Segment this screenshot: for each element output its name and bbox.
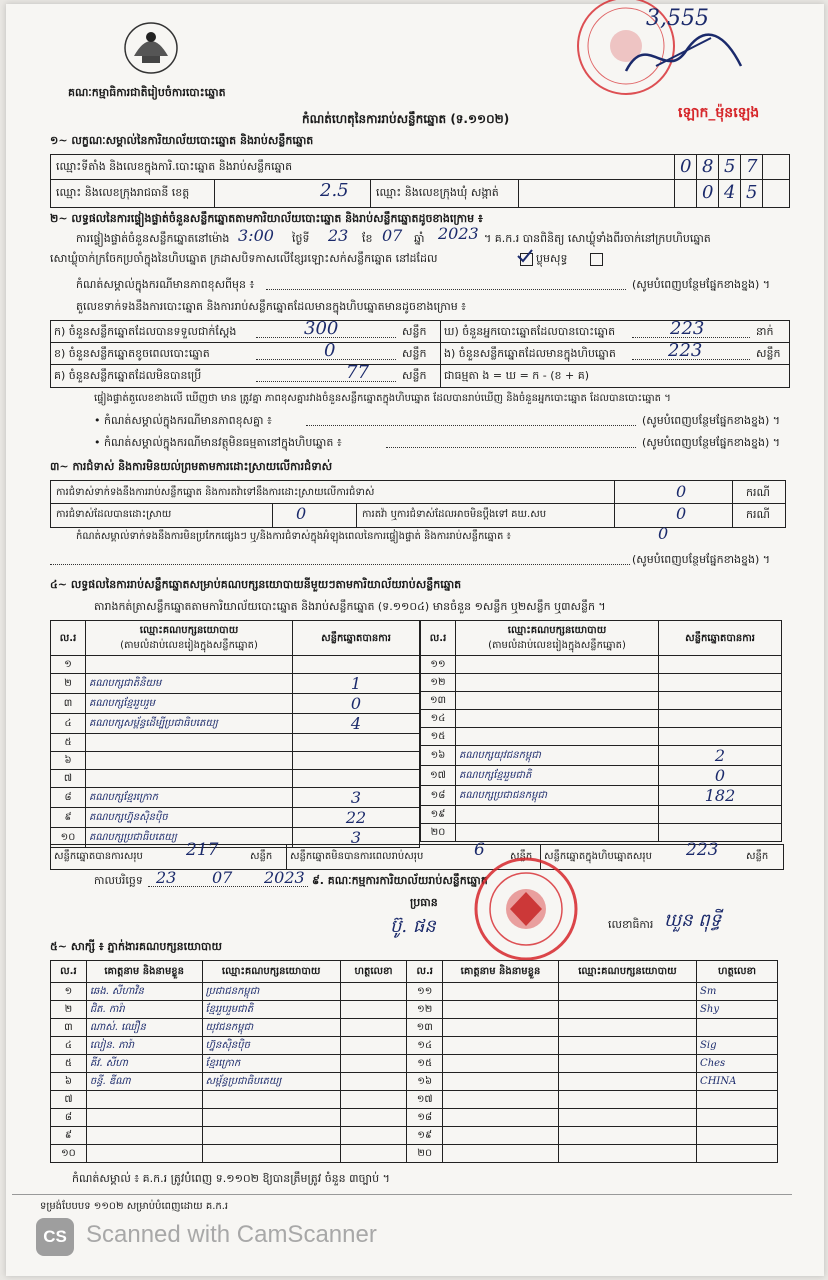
party-name	[86, 734, 293, 752]
code-bottom-3: 5	[746, 182, 758, 203]
party-name: គណបក្សខ្មែរក្រោក	[86, 788, 293, 808]
secretary-signature: ឃួន ពុទ្ធី	[664, 910, 722, 931]
ballots-in-box-label: ង) ចំនួនសន្លឹកឆ្នោតដែលមានក្នុងហិបឆ្នោត	[444, 347, 616, 360]
valid-votes: 3	[293, 788, 420, 808]
row-number: ១	[51, 983, 87, 1001]
row-number: ១១	[407, 983, 443, 1001]
valid-votes	[293, 770, 420, 788]
appeal-unit: ករណី	[746, 508, 770, 521]
section-3-title: ៣~ ការជំទាស់ និងការមិនយល់ព្រមតាមការដោះស្រាយលើការជំទាស់	[50, 460, 333, 473]
result-row	[51, 788, 420, 808]
witness-signature	[340, 1145, 407, 1163]
ballots-in-box-unit: សន្លឹក	[756, 347, 781, 360]
verify-year: 2023	[438, 224, 479, 243]
bullet-abnormal-hint: (សូមបំពេញបន្ថែមផ្នែកខាងខ្នង) ។	[642, 436, 781, 449]
col-name-header: គោត្តនាម និងនាមខ្លួន	[443, 961, 559, 983]
row-number: ១៩	[407, 1127, 443, 1145]
row-number: ១៤	[421, 710, 456, 728]
resolved-value: 0	[296, 504, 307, 523]
result-row	[421, 710, 782, 728]
party-name	[86, 770, 293, 788]
party-name: គណបក្សប្រជាជនកម្ពុជា	[456, 786, 659, 806]
witness-row	[51, 1145, 778, 1163]
total-valid-label: សន្លឹកឆ្នោតបានការសរុប	[54, 851, 143, 862]
row-number: ៩	[51, 808, 86, 828]
section-2-title: ២~ លទ្ធផលនៃការផ្ទៀងផ្ទាត់ចំនួនសន្លឹកឆ្នោតតាមការិយាល័យបោះឆ្នោត និងរាប់សន្លឹកឆ្នោតដូចខាងក្រោម ៖	[50, 212, 483, 225]
witness-name	[443, 1001, 559, 1019]
row-number: ៧	[51, 770, 86, 788]
witness-party	[558, 983, 696, 1001]
result-row	[421, 656, 782, 674]
valid-votes	[293, 656, 420, 674]
col-no-header: ល.រ	[407, 961, 443, 983]
camscanner-watermark: Scanned with CamScanner	[86, 1221, 377, 1248]
total-invalid-label: សន្លឹកឆ្នោតមិនបានការពេលរាប់សរុប	[290, 851, 424, 862]
code-top-1: 0	[680, 156, 692, 177]
difference-note-label: កំណត់សម្គាល់ក្នុងករណីមានភាពខុសពីមុន ៖	[76, 278, 255, 291]
result-row	[51, 770, 420, 788]
witness-row	[51, 983, 778, 1001]
valid-votes: 182	[659, 786, 782, 806]
witness-signature	[697, 1091, 778, 1109]
col-party-header: ឈ្មោះគណបក្សនយោបាយ	[202, 961, 340, 983]
valid-votes: 1	[293, 674, 420, 694]
witness-name	[443, 983, 559, 1001]
witness-name	[443, 1055, 559, 1073]
party-name: គណបក្សហ្វ៊ុនស៊ិនប៉ិច	[86, 808, 293, 828]
row-number: ២	[51, 674, 86, 694]
row-number: ១៣	[407, 1019, 443, 1037]
row-number: ១១	[421, 656, 456, 674]
total-valid-unit: សន្លឹក	[250, 851, 273, 862]
witness-party	[202, 1109, 340, 1127]
valid-votes: 0	[659, 766, 782, 786]
checkmark-icon	[516, 248, 534, 264]
row-number: ១៦	[421, 746, 456, 766]
result-row	[421, 692, 782, 710]
result-row	[51, 714, 420, 734]
valid-votes	[659, 710, 782, 728]
row-number: ៧	[51, 1091, 87, 1109]
row-number: ១៧	[407, 1091, 443, 1109]
witness-party: ខ្មែរក្រោក	[202, 1055, 340, 1073]
bullet-abnormal-label: • កំណត់សម្គាល់ក្នុងករណីមានវត្ថុមិនធម្មតានៅក្នុងហិបឆ្នោត ៖	[94, 436, 342, 449]
verify-line-b: ថ្ងៃទី	[292, 232, 310, 245]
valid-votes	[659, 674, 782, 692]
col-votes-header: សន្លឹកឆ្នោតបានការ	[659, 621, 782, 656]
witness-name	[86, 1109, 202, 1127]
verify-month: 07	[382, 226, 403, 245]
valid-votes	[659, 656, 782, 674]
row-number: ៦	[51, 1073, 87, 1091]
witness-signature	[340, 1001, 407, 1019]
date-month: 07	[212, 868, 233, 887]
verify-line-c: ខែ	[362, 232, 373, 245]
objection-row-label: ការជំទាស់ទាក់ទងនឹងការរាប់សន្លឹកឆ្នោត និងការតវ៉ាទៅនឹងការដោះស្រាយលើការជំទាស់	[56, 487, 375, 498]
total-box-unit: សន្លឹក	[746, 851, 769, 862]
committee-label: ៩. គណៈកម្មការការិយាល័យរាប់សន្លឹកឆ្នោត	[312, 874, 488, 887]
witness-signature: Shy	[697, 1001, 778, 1019]
formula-note: ជាធម្មតា ង = ឃ = ក - (ខ + គ)	[444, 369, 589, 382]
row-number: ៣	[51, 694, 86, 714]
resolved-label: ការជំទាស់ដែលបានដោះស្រាយ	[56, 509, 172, 520]
witness-party	[202, 1145, 340, 1163]
col-name-header: គោត្តនាម និងនាមខ្លួន	[86, 961, 202, 983]
witness-name	[86, 1091, 202, 1109]
row-number: ២០	[407, 1145, 443, 1163]
witness-row	[51, 1037, 778, 1055]
party-name: គណបក្សជាតិនិយម	[86, 674, 293, 694]
party-name	[456, 692, 659, 710]
row-number: ៩	[51, 1127, 87, 1145]
row-number: ១០	[51, 1145, 87, 1163]
province-label: ឈ្មោះ និងលេខក្រុងរាជធានី ខេត្ត	[56, 186, 190, 199]
row-number: ២	[51, 1001, 87, 1019]
row-number: ១៦	[407, 1073, 443, 1091]
result-row	[51, 752, 420, 770]
form-note: ទម្រង់បែបបទ ១១០២ សម្រាប់បំពេញដោយ គ.ក.រ	[40, 1201, 229, 1212]
row-number: ១៤	[407, 1037, 443, 1055]
witness-party	[558, 1055, 696, 1073]
witness-name	[86, 1127, 202, 1145]
valid-votes: 22	[293, 808, 420, 828]
unused-ballots-value: 77	[346, 362, 369, 383]
seal-broken-checkbox	[590, 253, 603, 266]
spoiled-ballots-unit: សន្លឹក	[402, 347, 427, 360]
witness-signature	[340, 983, 407, 1001]
appeal-value: 0	[676, 504, 687, 523]
witness-row	[51, 1127, 778, 1145]
footnote: កំណត់សម្គាល់ ៖ គ.ក.រ ត្រូវបំពេញ ទ.១១០២ ឱ្យបានត្រឹមត្រូវ ចំនួន ៣ច្បាប់ ។	[72, 1172, 390, 1185]
objection-note-value: 0	[658, 524, 669, 543]
code-bottom-2: 4	[724, 182, 736, 203]
verify-day: 23	[328, 226, 349, 245]
objection-note-label: កំណត់សម្គាល់ទាក់ទងនឹងការមិនប្រកែកផ្សេងៗ ឬ/និងការជំទាស់ក្នុងអំឡុងពេលនៃការផ្ទៀងផ្ទាត់ និងការរាប់សន្លឹកឆ្នោត ៖	[76, 531, 511, 542]
result-row	[421, 786, 782, 806]
verify-line-d: ឆ្នាំ	[414, 232, 425, 245]
province-value: 2.5	[320, 180, 349, 201]
verify-time: 3:00	[238, 226, 274, 245]
party-name: គណបក្សខ្មែររួមជាតិ	[456, 766, 659, 786]
ballots-in-box-value: 223	[668, 340, 703, 361]
witness-name	[86, 1145, 202, 1163]
witness-name: គីវ. សីហា	[86, 1055, 202, 1073]
party-name: គណបក្សប្រជាធិបតេយ្យ	[86, 828, 293, 848]
row-number: ១៨	[407, 1109, 443, 1127]
total-invalid-unit: សន្លឹក	[510, 851, 533, 862]
results-table-left	[50, 620, 420, 848]
camscanner-logo-icon: CS	[36, 1218, 74, 1256]
col-no-header: ល.រ	[421, 621, 456, 656]
witness-row	[51, 1055, 778, 1073]
witness-name	[443, 1109, 559, 1127]
party-name	[456, 710, 659, 728]
witness-party	[558, 1037, 696, 1055]
result-row	[421, 766, 782, 786]
figures-intro: តួលេខទាក់ទងនឹងការបោះឆ្នោត និងការរាប់សន្លឹកឆ្នោតដែលមានក្នុងហិបឆ្នោតមានដូចខាងក្រោម ៖	[76, 300, 467, 313]
witness-signature	[697, 1019, 778, 1037]
witness-name	[443, 1127, 559, 1145]
verify-line-2: សោឃ្លុំចាក់ក្រចែកប្រចាំក្នុងនៃហិបឆ្នោត ក្រដាសបិទកាសលើខ្សែរឡោះសក់សន្លឹកឆ្នោត នៅដដែល	[50, 252, 438, 265]
party-name: គណបក្សយុវជនកម្ពុជា	[456, 746, 659, 766]
valid-votes	[293, 752, 420, 770]
witness-party	[558, 1127, 696, 1145]
signature-top	[616, 26, 746, 86]
witness-row	[51, 1019, 778, 1037]
witness-party: ប្រជាជនកម្ពុជា	[202, 983, 340, 1001]
witness-signature: CHINA	[697, 1073, 778, 1091]
witness-name: ណាស់. ឈឿន	[86, 1019, 202, 1037]
row-number: ១២	[421, 674, 456, 692]
row-number: ៤	[51, 1037, 87, 1055]
verify-line-e: ។ គ.ក.រ បានពិនិត្យ សោឃ្លុំទាំងពីរចាក់នៅក្របហិបឆ្នោត	[484, 232, 711, 245]
received-ballots-unit: សន្លឹក	[402, 325, 427, 338]
witness-party	[558, 1001, 696, 1019]
stamp-top-value: 3,555	[646, 6, 709, 31]
witness-signature	[340, 1019, 407, 1037]
witness-signature	[340, 1073, 407, 1091]
witness-row	[51, 1109, 778, 1127]
valid-votes: 0	[293, 694, 420, 714]
valid-votes	[293, 734, 420, 752]
witness-party: ខ្មែររួបរួមជាតិ	[202, 1001, 340, 1019]
valid-votes: 4	[293, 714, 420, 734]
difference-note-hint: (សូមបំពេញបន្ថែមផ្នែកខាងខ្នង) ។	[632, 278, 771, 291]
valid-votes	[659, 806, 782, 824]
valid-votes: 3	[293, 828, 420, 848]
spoiled-ballots-label: ខ) ចំនួនសន្លឹកឆ្នោតខូចពេលបោះឆ្នោត	[54, 347, 210, 360]
witness-signature: Ches	[697, 1055, 778, 1073]
row-number: ៨	[51, 788, 86, 808]
result-row	[421, 806, 782, 824]
row-number: ៨	[51, 1109, 87, 1127]
witness-name	[443, 1019, 559, 1037]
seal-intact-label: ប្លុមសុទ្ធ	[536, 252, 568, 265]
row-number: ៥	[51, 1055, 87, 1073]
witness-row	[51, 1091, 778, 1109]
voters-label: ឃ) ចំនួនអ្នកបោះឆ្នោតដែលបានបោះឆ្នោត	[444, 325, 616, 338]
witness-party	[202, 1127, 340, 1145]
chair-signature: ប៊ូ. ផន	[390, 916, 436, 937]
verify-line-a: ការផ្ទៀងផ្ទាត់ចំនួនសន្លឹកឆ្នោតនៅម៉ោង	[76, 232, 230, 245]
code-top-3: 5	[724, 156, 736, 177]
party-name: គណបក្សខ្មែររួបរួម	[86, 694, 293, 714]
row-number: ៥	[51, 734, 86, 752]
witness-party	[558, 1019, 696, 1037]
voters-unit: នាក់	[756, 325, 774, 338]
objection-row-value: 0	[676, 482, 687, 501]
col-sig-header: ហត្ថលេខា	[340, 961, 407, 983]
witness-name: ចន្ធី. ឌីណា	[86, 1073, 202, 1091]
date-day: 23	[156, 868, 177, 887]
witness-name: លៀន. ភារ៉ា	[86, 1037, 202, 1055]
section-1-title: ១~ លក្ខណៈសម្គាល់នៃការិយាល័យបោះឆ្នោត និងរាប់សន្លឹកឆ្នោត	[50, 134, 314, 147]
row-number: ១២	[407, 1001, 443, 1019]
col-votes-header: សន្លឹកឆ្នោតបានការ	[293, 621, 420, 656]
valid-votes	[659, 692, 782, 710]
total-invalid-value: 6	[474, 840, 485, 860]
valid-votes	[659, 728, 782, 746]
objection-row-unit: ករណី	[746, 486, 770, 499]
row-number: ១៧	[421, 766, 456, 786]
chair-label: ប្រធាន	[410, 896, 438, 909]
received-ballots-value: 300	[304, 318, 339, 339]
row-number: ៣	[51, 1019, 87, 1037]
witness-party	[558, 1091, 696, 1109]
row-number: ១០	[51, 828, 86, 848]
party-name	[456, 806, 659, 824]
voters-value: 223	[670, 318, 705, 339]
witness-name	[443, 1073, 559, 1091]
form-title: កំណត់ហេតុនៃការរាប់សន្លឹកឆ្នោត (ទ.១១០២)	[302, 112, 510, 126]
row-number: ១៥	[407, 1055, 443, 1073]
valid-votes	[659, 824, 782, 842]
section-4-title: ៤~ លទ្ធផលនៃការរាប់សន្លឹកឆ្នោតសម្រាប់គណបក្សនយោបាយនីមួយៗតាមការិយាល័យរាប់សន្លឹកឆ្នោត	[50, 578, 462, 591]
spoiled-ballots-value: 0	[324, 340, 336, 361]
row-number: ៤	[51, 714, 86, 734]
row-number: ១៩	[421, 806, 456, 824]
party-name	[456, 728, 659, 746]
location-label: ឈ្មោះទីតាំង និងលេខក្នុងការិ.បោះឆ្នោត និងរាប់សន្លឹកឆ្នោត	[56, 160, 293, 173]
witness-name	[443, 1091, 559, 1109]
date-year: 2023	[264, 868, 305, 887]
result-row	[421, 746, 782, 766]
section-5-title: ៥~ សាក្សី ៖ ភ្នាក់ងារគណបក្សនយោបាយ	[50, 940, 223, 953]
result-row	[421, 674, 782, 692]
row-number: ១៥	[421, 728, 456, 746]
witness-party	[558, 1145, 696, 1163]
col-party-header: ឈ្មោះគណបក្សនយោបាយ	[558, 961, 696, 983]
witness-name	[443, 1037, 559, 1055]
party-name	[456, 656, 659, 674]
section-4-intro: តារាងកត់ត្រាសន្លឹកឆ្នោតតាមការិយាល័យបោះឆ្នោត និងរាប់សន្លឹកឆ្នោត (ទ.១១០៤) មានចំនួន ១សន្លឹក ឬ២សន្លឹក ឬ៣សន្លឹក ។	[94, 600, 606, 613]
commune-label: ឈ្មោះ និងលេខក្រុងឃុំ សង្កាត់	[376, 186, 499, 199]
witness-name: ឆេង. សីហាវិន	[86, 983, 202, 1001]
witness-signature	[697, 1109, 778, 1127]
secretary-label: លេខាធិការ	[608, 918, 654, 931]
witness-name: ជិត. ការ៉ា	[86, 1001, 202, 1019]
row-number: ១៣	[421, 692, 456, 710]
unused-ballots-label: គ) ចំនួនសន្លឹកឆ្នោតដែលមិនបានប្រើ	[54, 369, 202, 382]
witness-party: សម្ព័ន្ធប្រជាធិបតេយ្យ	[202, 1073, 340, 1091]
total-box-label: សន្លឹកឆ្នោតក្នុងហិបឆ្នោតសរុប	[544, 851, 652, 862]
witness-signature	[340, 1109, 407, 1127]
results-table-right	[420, 620, 782, 842]
row-number: ៦	[51, 752, 86, 770]
row-number: ២០	[421, 824, 456, 842]
witness-row	[51, 1001, 778, 1019]
appeal-label: ការតវ៉ា ឬការជំទាស់ដែលអាចមិនប្ដឹងទៅ គឃ.សប	[362, 509, 547, 520]
result-row	[51, 656, 420, 674]
code-top-2: 8	[702, 156, 714, 177]
result-row	[51, 694, 420, 714]
result-row	[421, 728, 782, 746]
witness-party	[202, 1091, 340, 1109]
witness-signature	[340, 1037, 407, 1055]
date-label: កាលបរិច្ឆេទ	[94, 874, 143, 887]
witness-signature	[697, 1127, 778, 1145]
witness-signature: Sig	[697, 1037, 778, 1055]
valid-votes: 2	[659, 746, 782, 766]
party-name	[86, 656, 293, 674]
witness-row	[51, 1073, 778, 1091]
emblem-icon	[122, 20, 180, 76]
code-top-4: 7	[746, 156, 758, 177]
total-valid-value: 217	[186, 840, 219, 860]
witness-signature	[340, 1127, 407, 1145]
party-name	[456, 674, 659, 692]
code-bottom-1: 0	[702, 182, 714, 203]
col-no-header: ល.រ	[51, 961, 87, 983]
committee-stamp-icon	[466, 854, 586, 964]
document-page	[6, 4, 824, 1276]
party-name	[456, 824, 659, 842]
witness-party: ហ្វ៊ុនស៊ិនប៉ិច	[202, 1037, 340, 1055]
witness-signature	[697, 1145, 778, 1163]
col-sig-header: ហត្ថលេខា	[697, 961, 778, 983]
result-row	[51, 808, 420, 828]
result-row	[421, 824, 782, 842]
witness-signature	[340, 1091, 407, 1109]
party-name: គណបក្សសម្ព័ន្ធដើម្បីប្រជាធិបតេយ្យ	[86, 714, 293, 734]
witness-signature: Sm	[697, 983, 778, 1001]
result-row	[51, 734, 420, 752]
total-box-value: 223	[686, 840, 719, 860]
row-number: ១៨	[421, 786, 456, 806]
witness-name	[443, 1145, 559, 1163]
received-ballots-label: ក) ចំនួនសន្លឹកឆ្នោតដែលបានទទួលជាក់ស្ដែង	[54, 325, 237, 338]
row-number: ១	[51, 656, 86, 674]
objection-note-hint: (សូមបំពេញបន្ថែមផ្នែកខាងខ្នង) ។	[632, 553, 771, 566]
bullet-difference-label: • កំណត់សម្គាល់ក្នុងករណីមានភាពខុសគ្នា ៖	[94, 414, 272, 427]
witness-signature	[340, 1055, 407, 1073]
party-name	[86, 752, 293, 770]
witness-party: យុវជនកម្ពុជា	[202, 1019, 340, 1037]
witness-table	[50, 960, 778, 1163]
red-handwritten-note: ឡោក_ម៉ុនឡេង	[678, 105, 760, 121]
consistency-check-line: ផ្ទៀងផ្ទាត់តួលេខខាងលើ ឃើញថា មាន ត្រូវគ្នា ភាពខុសគ្នារវាងចំនួនសន្លឹកឆ្នោតក្នុងហិបឆ្នោត ដែលបានរាប់ឃើញ និងចំនួនអ្នកបោះឆ្នោត ដែលបានបោះឆ្នោត ។	[94, 393, 671, 404]
col-no-header: ល.រ	[51, 621, 86, 656]
org-name: គណៈកម្មាធិការជាតិរៀបចំការបោះឆ្នោត	[68, 86, 226, 99]
unused-ballots-unit: សន្លឹក	[402, 369, 427, 382]
col-party-header: ឈ្មោះគណបក្សនយោបាយ (តាមលំដាប់លេខរៀងក្នុងសន្លឹកឆ្នោត)	[456, 621, 659, 656]
bullet-difference-hint: (សូមបំពេញបន្ថែមផ្នែកខាងខ្នង) ។	[642, 414, 781, 427]
col-party-header: ឈ្មោះគណបក្សនយោបាយ (តាមលំដាប់លេខរៀងក្នុងសន្លឹកឆ្នោត)	[86, 621, 293, 656]
result-row	[51, 674, 420, 694]
witness-party	[558, 1109, 696, 1127]
witness-party	[558, 1073, 696, 1091]
